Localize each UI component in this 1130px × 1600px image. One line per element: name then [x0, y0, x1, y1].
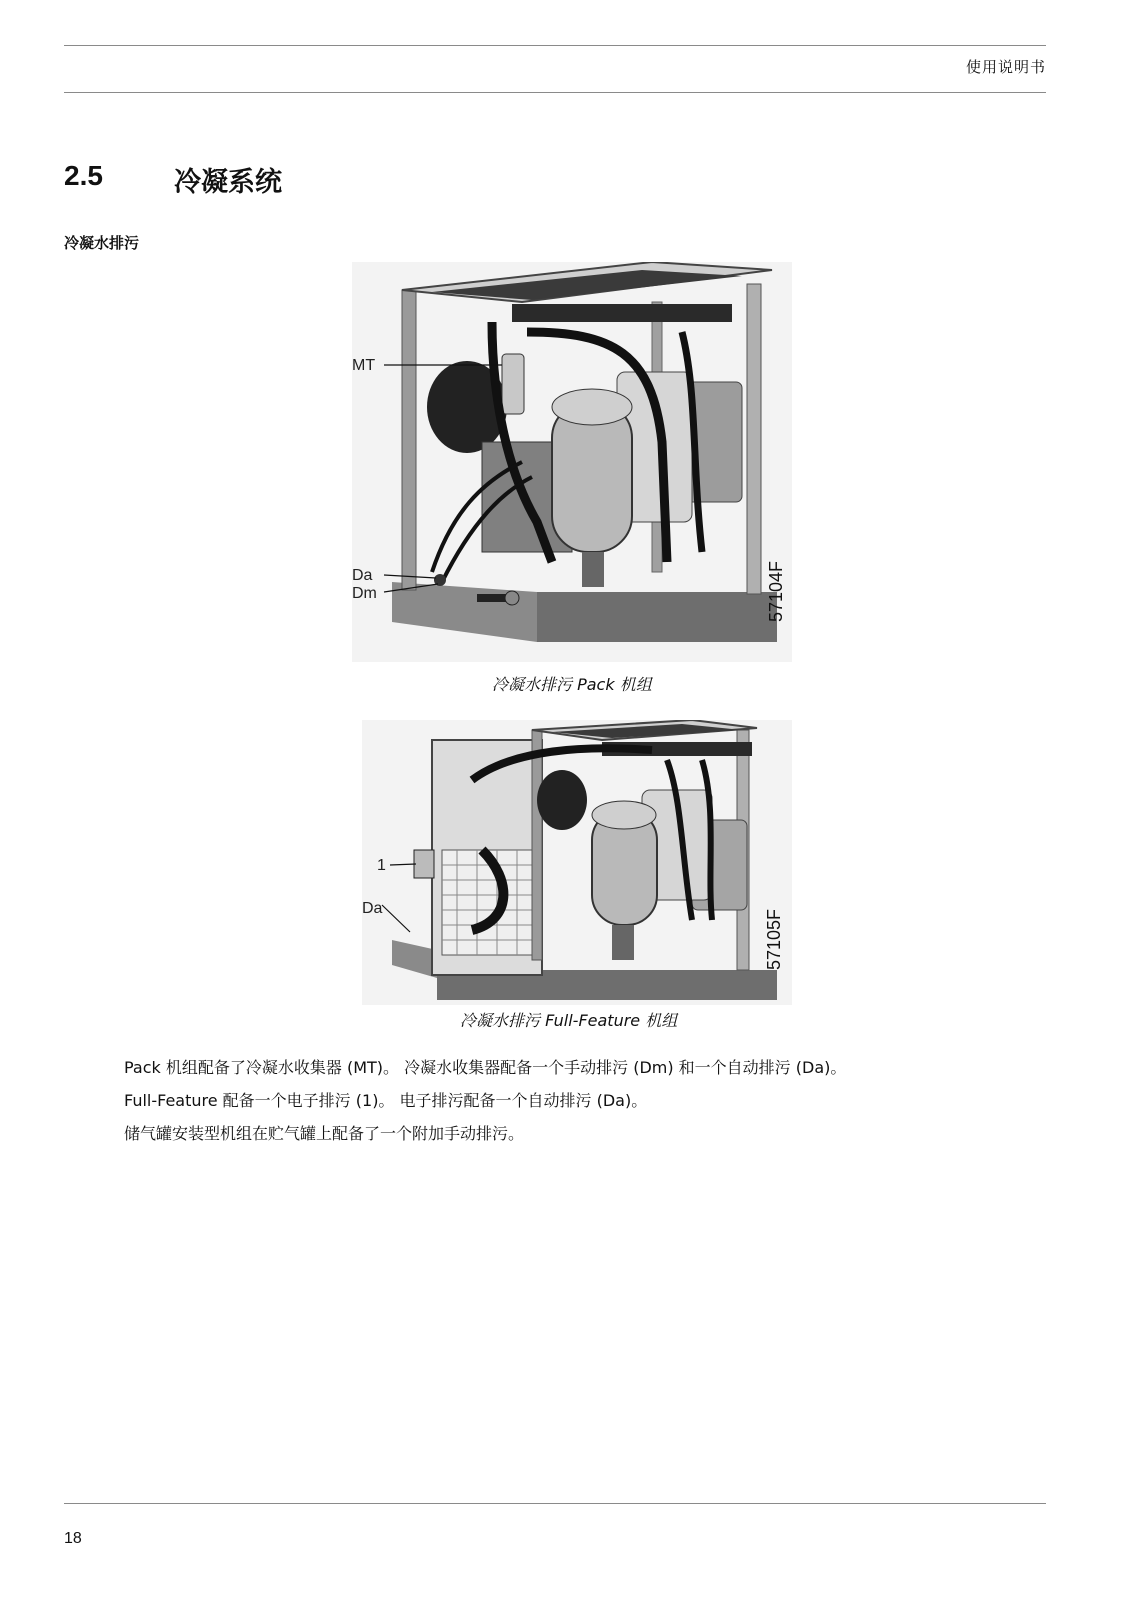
caption-full-feature-unit: 冷凝水排污 Full-Feature 机组 — [460, 1011, 678, 1030]
section-number: 2.5 — [64, 160, 103, 191]
paragraph-pack-unit: Pack 机组配备了冷凝水收集器 (MT)。 冷凝水收集器配备一个手动排污 (Dm) 和一个自动排污 (Da)。 — [124, 1058, 847, 1077]
callout-mt: MT — [352, 357, 376, 374]
header-bottom-rule — [64, 92, 1046, 93]
callout-dm: Dm — [352, 585, 377, 602]
callout-da: Da — [362, 900, 383, 917]
figure-code: 57104F — [766, 560, 786, 622]
paragraph-tank-mounted: 储气罐安装型机组在贮气罐上配备了一个附加手动排污。 — [124, 1124, 525, 1143]
figure-pack-unit — [352, 262, 792, 662]
figure-code: 57105F — [764, 908, 784, 970]
full-feature-unit-illustration — [362, 720, 792, 1005]
caption-pack-unit: 冷凝水排污 Pack 机组 — [492, 675, 652, 694]
figure-full-feature-unit — [362, 720, 792, 1005]
footer-rule — [64, 1503, 1046, 1504]
subheading: 冷凝水排污 — [64, 234, 140, 252]
callout-electronic-drain: 1 — [377, 857, 386, 874]
header-top-rule — [64, 45, 1046, 46]
paragraph-full-feature: Full-Feature 配备一个电子排污 (1)。 电子排污配备一个自动排污 (Da)。 — [124, 1091, 648, 1110]
page-number: 18 — [64, 1530, 82, 1547]
callout-da: Da — [352, 567, 373, 584]
pack-unit-illustration — [352, 262, 792, 662]
section-title: 冷凝系统 — [174, 167, 282, 198]
header-title: 使用说明书 — [965, 58, 1046, 76]
